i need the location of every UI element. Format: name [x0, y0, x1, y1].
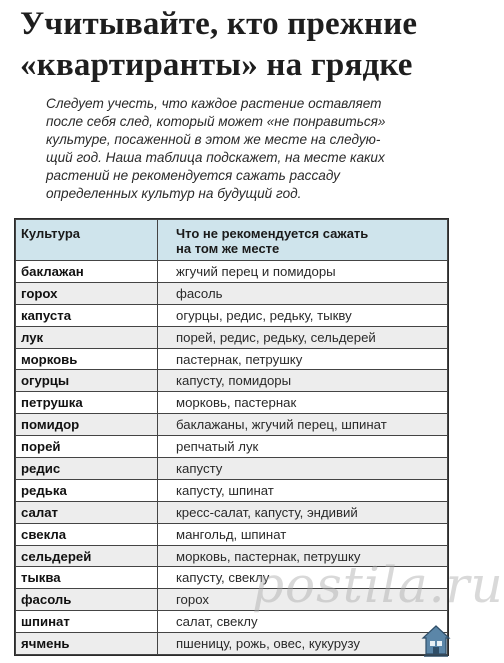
crop-cell: огурцы: [16, 370, 158, 392]
crop-cell: фасоль: [16, 589, 158, 611]
table: [15, 219, 448, 655]
crop-cell: тыква: [16, 567, 158, 589]
not-recommended-cell: горох: [158, 589, 448, 611]
header-not-recommended-line-1: Что не рекомендуется сажать: [176, 226, 369, 241]
not-recommended-cell: фасоль: [158, 282, 448, 304]
table-row: [16, 611, 448, 633]
not-recommended-cell: капусту, помидоры: [158, 370, 448, 392]
title-line-2: «квартиранты» на грядке: [20, 47, 413, 83]
table-row: [16, 436, 448, 458]
intro-paragraph: [46, 95, 452, 203]
table-row: [16, 523, 448, 545]
not-recommended-cell: репчатый лук: [158, 436, 448, 458]
table-row: [16, 326, 448, 348]
header-not-recommended-line-2: на том же месте: [176, 241, 280, 256]
intro-line: щий год. Наша таблица подскажет, на месте каких: [46, 150, 385, 165]
crop-cell: сельдерей: [16, 545, 158, 567]
intro-line: определенных культур на будущий год.: [46, 186, 302, 201]
table-row: [16, 414, 448, 436]
house-icon: [421, 624, 451, 658]
crop-cell: редис: [16, 458, 158, 480]
table-row: [16, 458, 448, 480]
table-row: [16, 567, 448, 589]
crop-cell: свекла: [16, 523, 158, 545]
not-recommended-cell: капусту, шпинат: [158, 479, 448, 501]
table-body: [16, 261, 448, 655]
intro-line: после себя след, который может «не понравиться»: [46, 114, 386, 129]
header-crop: Культура: [16, 220, 158, 261]
page-title: [20, 4, 450, 86]
not-recommended-cell: мангольд, шпинат: [158, 523, 448, 545]
crop-cell: капуста: [16, 304, 158, 326]
intro-line: Следует учесть, что каждое растение оставляет: [46, 96, 382, 111]
crop-cell: баклажан: [16, 261, 158, 283]
not-recommended-cell: порей, редис, редьку, сельдерей: [158, 326, 448, 348]
table-header: [16, 220, 448, 261]
table-row: [16, 633, 448, 655]
table-row: [16, 479, 448, 501]
not-recommended-cell: жгучий перец и помидоры: [158, 261, 448, 283]
not-recommended-cell: капусту, свеклу: [158, 567, 448, 589]
not-recommended-cell: морковь, пастернак, петрушку: [158, 545, 448, 567]
not-recommended-cell: огурцы, редис, редьку, тыкву: [158, 304, 448, 326]
table-row: [16, 545, 448, 567]
not-recommended-cell: капусту: [158, 458, 448, 480]
crop-cell: помидор: [16, 414, 158, 436]
intro-line: растений не рекомендуется сажать рассаду: [46, 168, 340, 183]
not-recommended-cell: пшеницу, рожь, овес, кукурузу: [158, 633, 448, 655]
crop-cell: петрушка: [16, 392, 158, 414]
crop-cell: ячмень: [16, 633, 158, 655]
crop-cell: шпинат: [16, 611, 158, 633]
crop-rotation-table: [14, 218, 449, 656]
crop-cell: салат: [16, 501, 158, 523]
table-row: [16, 501, 448, 523]
crop-cell: морковь: [16, 348, 158, 370]
table-row: [16, 392, 448, 414]
table-row: [16, 261, 448, 283]
title-line-1: Учитывайте, кто прежние: [20, 6, 418, 42]
header-not-recommended: [158, 220, 448, 261]
crop-cell: редька: [16, 479, 158, 501]
not-recommended-cell: кресс-салат, капусту, эндивий: [158, 501, 448, 523]
crop-cell: порей: [16, 436, 158, 458]
table-row: [16, 304, 448, 326]
not-recommended-cell: баклажаны, жгучий перец, шпинат: [158, 414, 448, 436]
not-recommended-cell: пастернак, петрушку: [158, 348, 448, 370]
crop-cell: лук: [16, 326, 158, 348]
intro-line: культуре, посаженной в этом же месте на следую-: [46, 132, 381, 147]
not-recommended-cell: салат, свеклу: [158, 611, 448, 633]
table-header-row: [16, 220, 448, 261]
not-recommended-cell: морковь, пастернак: [158, 392, 448, 414]
crop-cell: горох: [16, 282, 158, 304]
table-row: [16, 282, 448, 304]
table-row: [16, 589, 448, 611]
watermark: postila.ru: [252, 556, 504, 614]
table-row: [16, 348, 448, 370]
table-row: [16, 370, 448, 392]
